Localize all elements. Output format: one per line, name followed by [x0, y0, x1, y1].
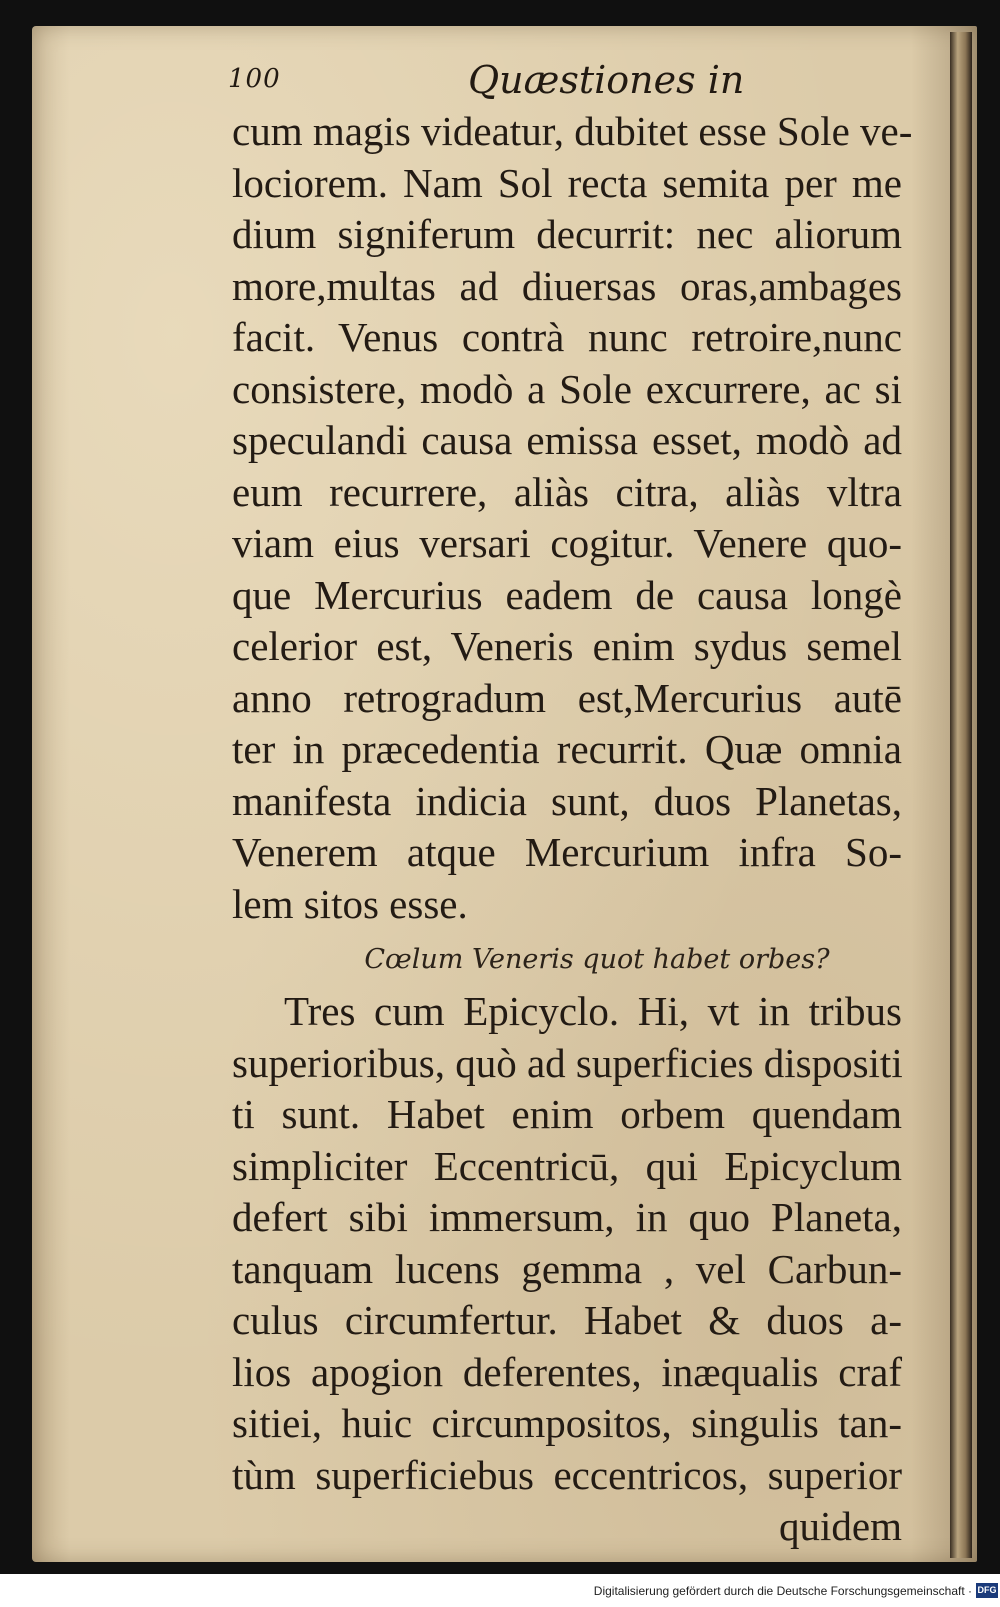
- running-head: [228, 52, 788, 112]
- body-line: lem sitos esse.: [232, 880, 468, 927]
- answer-line: simpliciter Eccentricū, qui Epicyclum: [232, 1142, 902, 1189]
- body-line: Venerem atque Mercurium infra So-: [232, 829, 902, 875]
- answer-line: superioribus, quò ad superficies dispositi: [232, 1039, 903, 1086]
- answer-line: tùm superficiebus eccentricos, superior: [232, 1451, 902, 1498]
- body-line: dium signiferum decurrit: nec aliorum: [232, 211, 902, 257]
- body-line: facit. Venus contrà nunc retroire,nunc: [232, 314, 902, 360]
- body-line: eum recurrere, aliàs citra, aliàs vltra: [232, 468, 902, 515]
- answer-line: sitiei, huic circumpositos, singulis tan-: [232, 1400, 902, 1446]
- body-line: consistere, modò a Sole excurrere, ac si: [232, 365, 902, 412]
- answer-line: culus circumfertur. Habet & duos a-: [232, 1297, 902, 1343]
- section-heading: Cœlum Veneris quot habet orbes?: [364, 944, 830, 975]
- body-line: more,multas ad diuersas oras,ambages: [232, 262, 902, 309]
- running-title: Quæstiones in: [468, 58, 745, 102]
- page-edge-shadow: [950, 32, 972, 1558]
- answer-line: Tres cum Epicyclo. Hi, vt in tribus: [284, 988, 902, 1034]
- answer-line: ti sunt. Habet enim orbem quendam: [232, 1091, 902, 1137]
- dfg-logo-icon: DFG: [976, 1583, 998, 1598]
- answer-line: lios apogion deferentes, inæqualis craf: [232, 1348, 902, 1395]
- answer-line: defert sibi immersum, in quo Planeta,: [232, 1194, 902, 1240]
- body-line: anno retrogradum est,Mercurius autē: [232, 674, 902, 721]
- body-line: manifesta indicia sunt, duos Planetas,: [232, 777, 902, 824]
- body-line: que Mercurius eadem de causa longè: [232, 571, 902, 618]
- body-line: cum magis videatur, dubitet esse Sole ve-: [232, 108, 913, 154]
- body-line: speculandi causa emissa esset, modò ad: [232, 417, 902, 463]
- body-line: viam eius versari cogitur. Venere quo-: [232, 520, 902, 566]
- digitization-footer: [0, 1580, 1000, 1607]
- body-line: celerior est, Veneris enim sydus semel: [232, 623, 902, 669]
- funding-credit: Digitalisierung gefördert durch die Deutsche Forschungsgemeinschaft ·: [593, 1584, 972, 1598]
- text-block: [232, 106, 913, 1553]
- catchword: quidem: [779, 1503, 902, 1549]
- page-number: 100: [228, 64, 281, 94]
- answer-line: tanquam lucens gemma , vel Carbun-: [232, 1245, 902, 1292]
- body-line: ter in præcedentia recurrit. Quæ omnia: [232, 726, 902, 772]
- body-line: lociorem. Nam Sol recta semita per me: [232, 159, 902, 206]
